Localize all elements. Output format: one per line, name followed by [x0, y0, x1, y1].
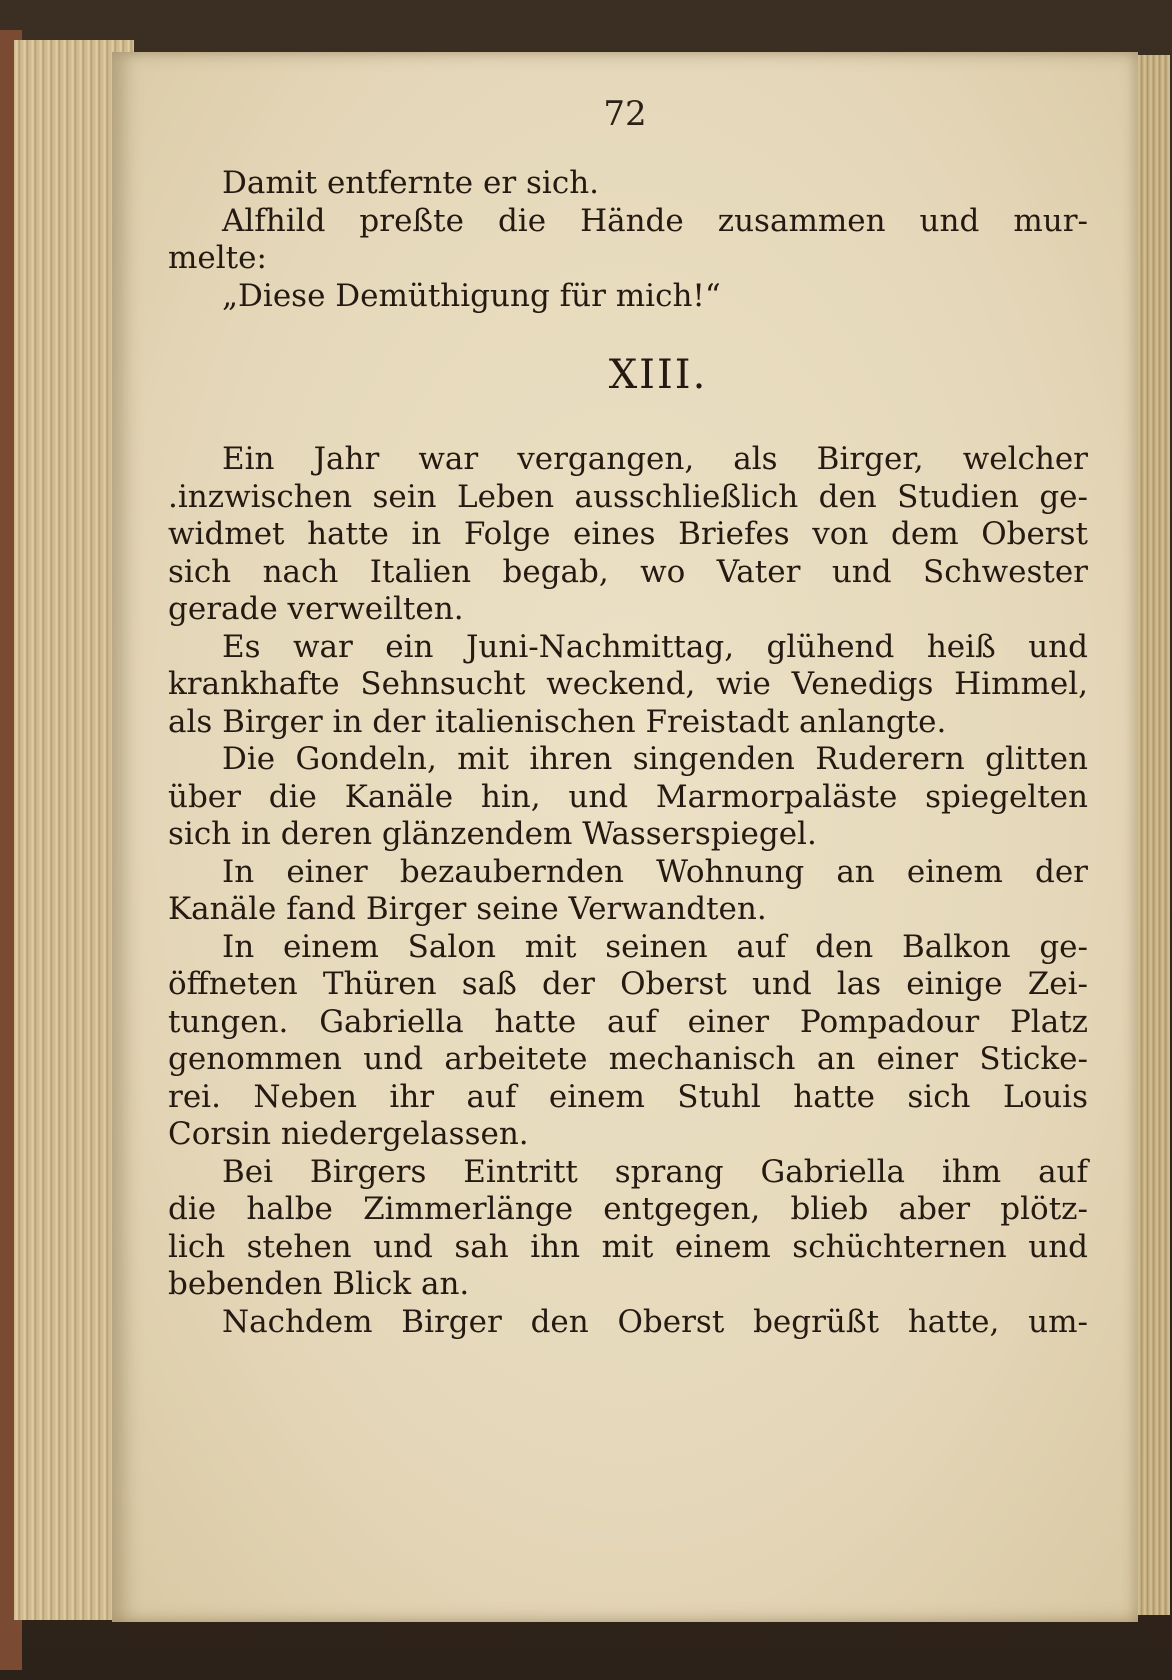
- page-text: [168, 165, 1088, 1341]
- text-line: Damit entfernte er sich.: [222, 165, 600, 201]
- text-line: als Birger in der italienischen Freistadt anlangte.: [168, 703, 947, 740]
- text-line: Alfhild preßte die Hände zusammen und mur-: [222, 202, 1088, 239]
- chapter-heading: XIII.: [608, 352, 708, 398]
- text-line: sich nach Italien begab, wo Vater und Schwester: [168, 553, 1088, 590]
- text-line: Kanäle fand Birger seine Verwandten.: [168, 891, 767, 927]
- text-line: Corsin niedergelassen.: [168, 1116, 529, 1152]
- text-line: gerade verweilten.: [168, 591, 464, 627]
- text-line: bebenden Blick an.: [168, 1266, 470, 1302]
- text-line: Es war ein Juni-Nachmittag, glühend heiß und: [222, 628, 1088, 665]
- text-line: melte:: [168, 240, 267, 276]
- text-line: widmet hatte in Folge eines Briefes von dem Oberst: [168, 516, 1088, 552]
- text-line: rei. Neben ihr auf einem Stuhl hatte sich Louis: [168, 1078, 1088, 1115]
- text-line: Nachdem Birger den Oberst begrüßt hatte, um-: [222, 1303, 1088, 1340]
- chapter-body: [168, 441, 1088, 1341]
- text-line: die halbe Zimmerlänge entgegen, blieb aber plötz-: [168, 1191, 1088, 1227]
- text-line: genommen und arbeitete mechanisch an einer Sticke-: [168, 1041, 1088, 1077]
- text-line: lich stehen und sah ihn mit einem schüchternen und: [168, 1228, 1088, 1265]
- text-line: Bei Birgers Eintritt sprang Gabriella ihm auf: [222, 1153, 1088, 1190]
- text-line: über die Kanäle hin, und Marmorpaläste spiegelten: [168, 778, 1088, 815]
- text-line: tungen. Gabriella hatte auf einer Pompadour Platz: [168, 1003, 1088, 1040]
- text-line: öffneten Thüren saß der Oberst und las einige Zei-: [168, 966, 1088, 1002]
- text-line: sich in deren glänzendem Wasserspiegel.: [168, 816, 817, 852]
- text-line: Ein Jahr war vergangen, als Birger, welcher: [222, 441, 1088, 477]
- text-line: Die Gondeln, mit ihren singenden Ruderern glitten: [222, 741, 1088, 777]
- text-line: .inzwischen sein Leben ausschließlich den Studien ge-: [168, 478, 1088, 515]
- text-line: In einer bezaubernden Wohnung an einem der: [222, 853, 1088, 890]
- closing-lines-previous-chapter: [168, 165, 1088, 315]
- text-line: In einem Salon mit seinen auf den Balkon ge-: [222, 928, 1088, 965]
- text-line: „Diese Demüthigung für mich!“: [222, 277, 721, 314]
- page-number: 72: [603, 94, 647, 134]
- text-line: krankhafte Sehnsucht weckend, wie Venedigs Himmel,: [168, 666, 1088, 702]
